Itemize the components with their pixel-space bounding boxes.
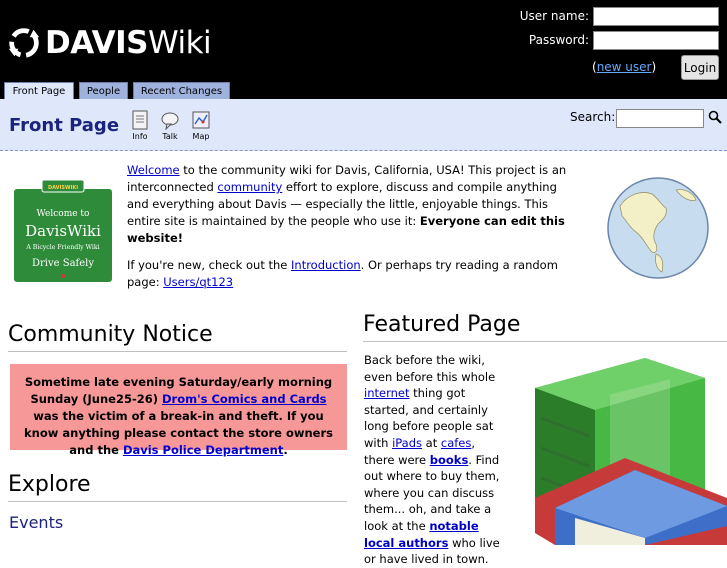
sign-line1: Welcome to <box>36 209 90 219</box>
site-header <box>0 0 727 99</box>
intro-paragraph-1: Welcome to the community wiki for Davis, California, USA! This project is an interconnected community effort to explore, discuss and compile anything and everything about Davis — especially the little, enjoyable things. This entire site is maintained by the people who use it: Everyone can edit this website! <box>127 163 567 245</box>
welcome-link[interactable]: Welcome <box>127 163 180 177</box>
sign-badge: DAVISWIKI <box>47 185 79 191</box>
intro-paragraph-2: If you're new, check out the Introduction. Or perhaps try reading a random page: Users/qt123 <box>127 258 558 289</box>
droms-comics-link[interactable]: Drom's Comics and Cards <box>162 392 327 406</box>
davis-police-link[interactable]: Davis Police Department <box>122 443 284 457</box>
site-logo[interactable] <box>5 20 211 66</box>
page-title: Front Page <box>9 115 120 136</box>
intro-emphasis: Everyone can edit this website! <box>127 214 565 245</box>
intro-text <box>127 162 567 301</box>
welcome-sign-image <box>12 180 114 284</box>
info-label: Info <box>132 132 148 141</box>
sign-line2: DavisWiki <box>25 222 101 240</box>
search-label: Search: <box>570 110 616 124</box>
community-notice-box: Sometime late evening Saturday/early morning Sunday (June25-26) Drom's Comics and Cards was the victim of a break-in and theft. If you know anything please contact the store owners and the Davis Police Department. <box>10 364 347 450</box>
info-icon <box>131 110 149 130</box>
community-link[interactable]: community <box>217 180 283 194</box>
books-image <box>515 348 727 545</box>
login-button[interactable]: Login <box>681 55 719 80</box>
introduction-link[interactable]: Introduction <box>291 258 361 272</box>
talk-icon <box>161 110 179 130</box>
new-user-link[interactable]: new user <box>596 60 652 74</box>
tab-recent-changes[interactable]: Recent Changes <box>133 82 230 99</box>
username-label: User name: <box>519 9 589 23</box>
tab-front-page[interactable]: Front Page <box>4 82 74 99</box>
internet-link[interactable]: internet <box>364 386 410 401</box>
random-page-link[interactable]: Users/qt123 <box>163 275 234 289</box>
logo-text-thin: Wiki <box>147 25 212 61</box>
explore-heading: Explore <box>8 472 347 502</box>
featured-page-heading: Featured Page <box>363 312 727 342</box>
community-notice-heading: Community Notice <box>8 322 347 352</box>
ipads-link[interactable]: iPads <box>392 435 423 450</box>
map-icon <box>192 110 210 130</box>
recycle-logo-icon <box>5 24 43 62</box>
globe-image <box>606 176 710 280</box>
map-label: Map <box>192 132 210 141</box>
books-link[interactable]: books <box>429 452 469 467</box>
sign-line3: A Bicycle Friendly Wiki <box>26 244 100 251</box>
password-label: Password: <box>528 33 589 47</box>
events-heading[interactable]: Events <box>9 513 64 532</box>
search-icon[interactable] <box>708 110 722 124</box>
tab-people[interactable]: People <box>79 82 128 99</box>
map-tool[interactable] <box>189 110 213 141</box>
notable-authors-link[interactable]: notable local authors <box>364 518 479 550</box>
talk-label: Talk <box>162 132 178 141</box>
talk-tool[interactable] <box>158 110 182 141</box>
sign-line4: Drive Safely <box>31 258 95 269</box>
featured-text: Back before the wiki, even before this whole internet thing got started, and certainly long before people sat with iPads at cafes, there were books. Find out where to buy them, where you can discuss them... oh, and take a look at the notable local authors who live or have lived in town. <box>364 353 500 567</box>
search-input[interactable] <box>616 109 704 128</box>
new-user-wrapper: (new user) <box>592 60 657 74</box>
info-tool[interactable] <box>128 110 152 141</box>
cafes-link[interactable]: cafes <box>440 435 472 450</box>
username-input[interactable] <box>593 7 719 26</box>
logo-text-bold: DAVIS <box>45 25 148 61</box>
password-input[interactable] <box>593 31 719 50</box>
